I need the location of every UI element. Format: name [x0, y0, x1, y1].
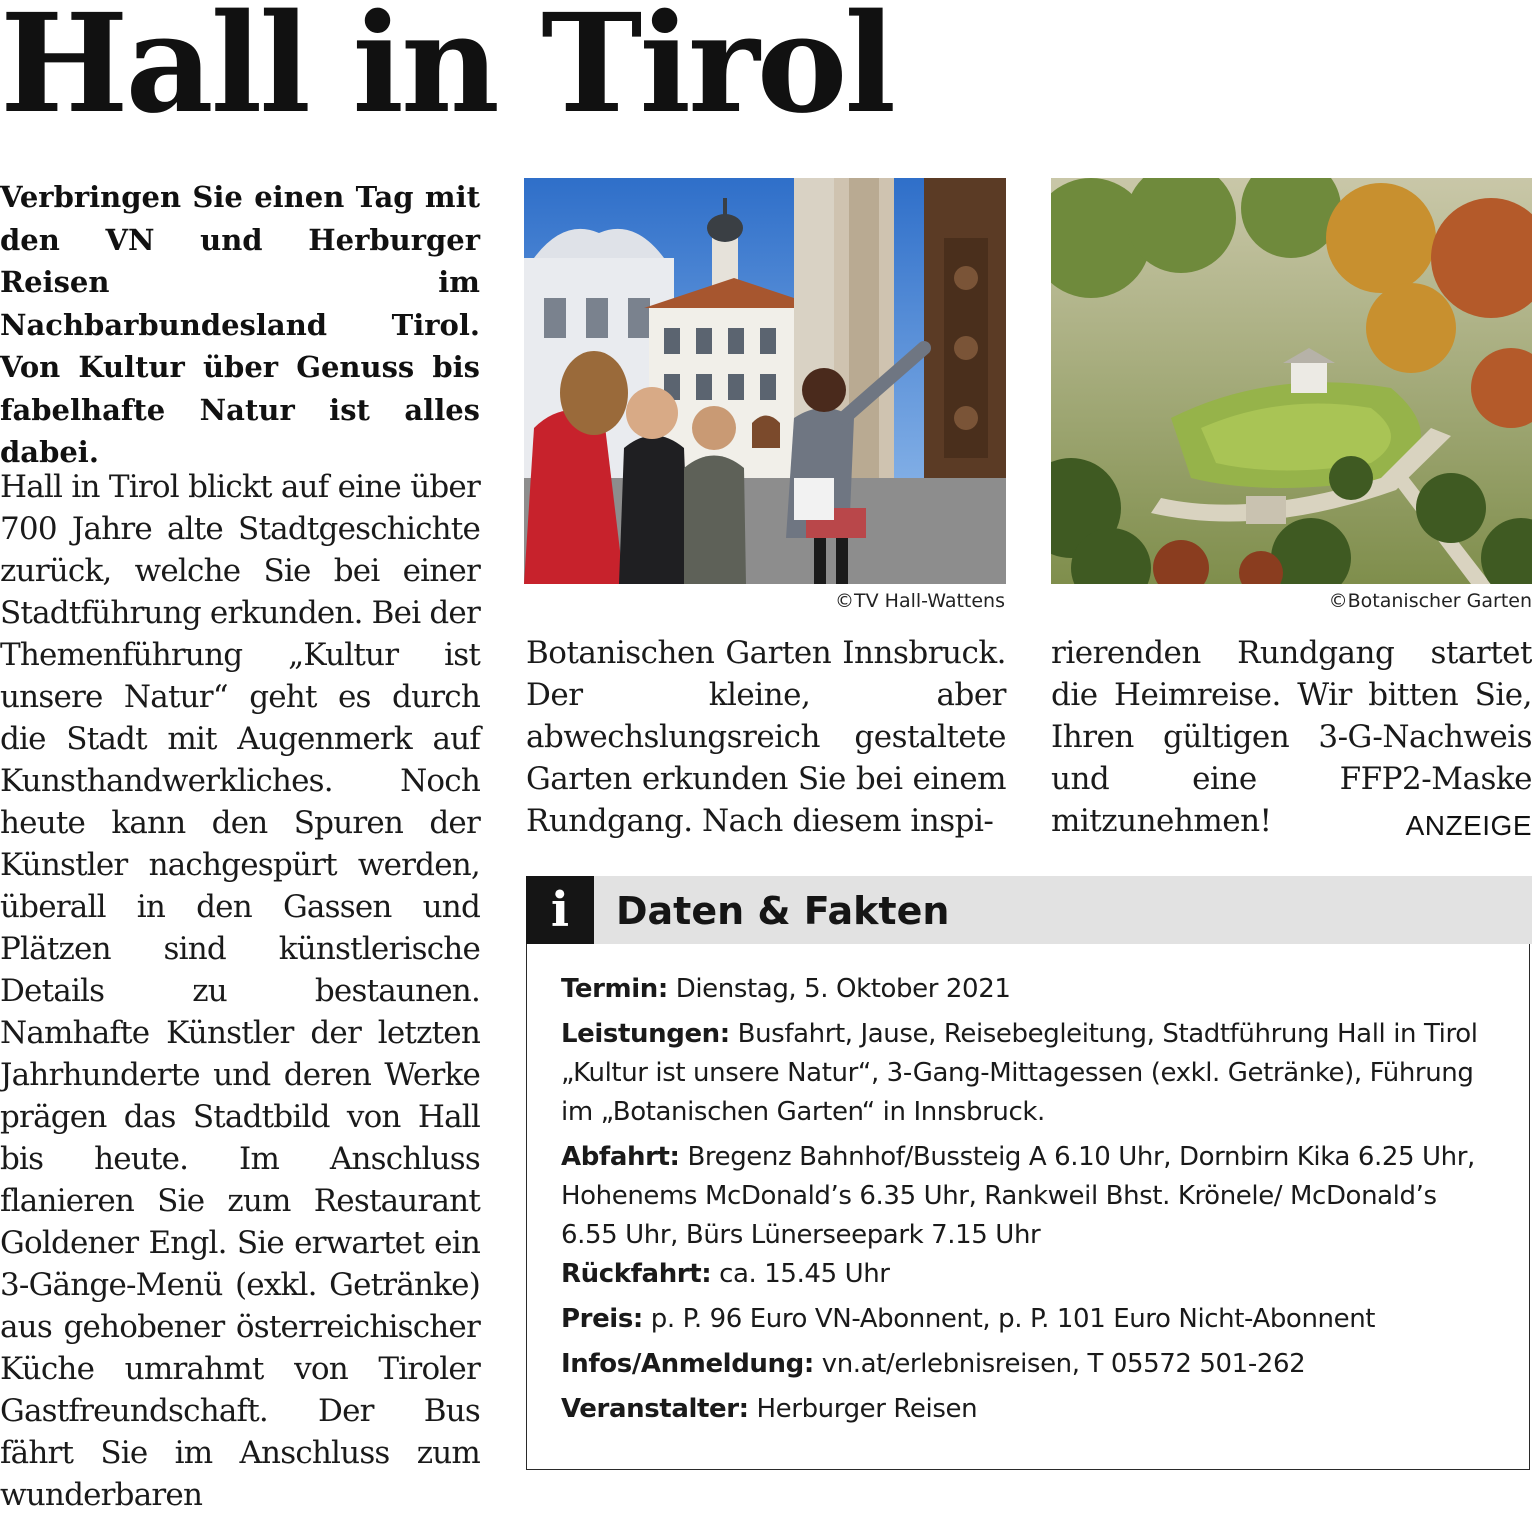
- photo-city-tour: [524, 178, 1006, 584]
- fact-value: Bregenz Bahnhof/Bussteig A 6.10 Uhr, Dornbirn Kika 6.25 Uhr, Hohenems McDonald’s 6.35 Uhr, Rankweil Bhst. Krönele/ McDonald’s 6.55 Uhr, Bürs Lünerseepark 7.15 Uhr: [561, 1142, 1475, 1250]
- photo-credit-tv-hall: ©TV Hall-Wattens: [835, 590, 1005, 612]
- fact-label: Leistungen:: [561, 1019, 730, 1049]
- fact-value: p. P. 96 Euro VN-Abonnent, p. P. 101 Euro Nicht-Abonnent: [650, 1304, 1376, 1334]
- body-column-3: rierenden Rundgang startet die Heimreise. Wir bitten Sie, Ihren gültigen 3-G-Nachweis und eine FFP2-Maske mitzunehmen!: [1051, 635, 1532, 839]
- fact-label: Rückfahrt:: [561, 1259, 712, 1289]
- fact-veranstalter: [561, 1390, 1491, 1429]
- fact-value: ca. 15.45 Uhr: [719, 1259, 890, 1289]
- body-column-2: Botanischen Garten Innsbruck. Der kleine, aber abwechslungsreich gestaltete Garten erkunden Sie bei einem Rundgang. Nach diesem inspi-: [526, 635, 1006, 839]
- body-column-1: Hall in Tirol blickt auf eine über 700 Jahre alte Stadtgeschichte zurück, welche Sie bei einer Stadtführung erkunden. Bei der Themenführung „Kultur ist unsere Natur“ geht es durch die Stadt mit Augenmerk auf Kunsthandwerkliches. Noch heute kann den Spuren der Künstler nachgespürt werden, überall in den Gassen und Plätzen sind künstlerische Details zu bestaunen. Namhafte Künstler der letzten Jahrhunderte und deren Werke prägen das Stadtbild von Hall bis heute. Im Anschluss flanieren Sie zum Restaurant Goldener Engl. Sie erwartet ein 3-Gänge-Menü (exkl. Getränke) aus gehobener österreichischer Küche umrahmt von Tiroler Gastfreundschaft. Der Bus fährt Sie im Anschluss zum wunderbaren: [0, 469, 480, 1513]
- facts-list: [561, 970, 1491, 1435]
- photo-botanical-garden: [1051, 178, 1532, 584]
- fact-termin: [561, 970, 1491, 1009]
- fact-label: Infos/Anmeldung:: [561, 1349, 814, 1379]
- fact-value: Herburger Reisen: [756, 1394, 978, 1424]
- fact-value: vn.at/erlebnisreisen, T 05572 501-262: [821, 1349, 1306, 1379]
- fact-rueckfahrt: [561, 1255, 1491, 1294]
- fact-label: Termin:: [561, 974, 668, 1004]
- fact-infos-anmeldung: [561, 1345, 1491, 1384]
- photo-credit-botanischer-garten: ©Botanischer Garten: [1328, 590, 1532, 612]
- fact-label: Preis:: [561, 1304, 643, 1334]
- fact-leistungen: [561, 1015, 1491, 1132]
- fact-abfahrt: [561, 1138, 1491, 1255]
- fact-preis: [561, 1300, 1491, 1339]
- ad-label: ANZEIGE: [1405, 810, 1532, 841]
- fact-label: Abfahrt:: [561, 1142, 680, 1172]
- info-icon: i: [526, 876, 594, 944]
- fact-value: Busfahrt, Jause, Reisebegleitung, Stadtführung Hall in Tirol „Kultur ist unsere Natur“, 3-Gang-Mittagessen (exkl. Getränke), Führung im „Botanischen Garten“ in Innsbruck.: [561, 1019, 1478, 1127]
- fact-value: Dienstag, 5. Oktober 2021: [675, 974, 1011, 1004]
- headline: Hall in Tirol: [0, 0, 894, 144]
- fact-label: Veranstalter:: [561, 1394, 749, 1424]
- lead-paragraph: Verbringen Sie einen Tag mit den VN und Herburger Reisen im Nachbarbundesland Tirol. Von Kultur über Genuss bis fabelhafte Natur ist alles dabei.: [0, 180, 480, 469]
- info-box-title: Daten & Fakten: [616, 889, 950, 933]
